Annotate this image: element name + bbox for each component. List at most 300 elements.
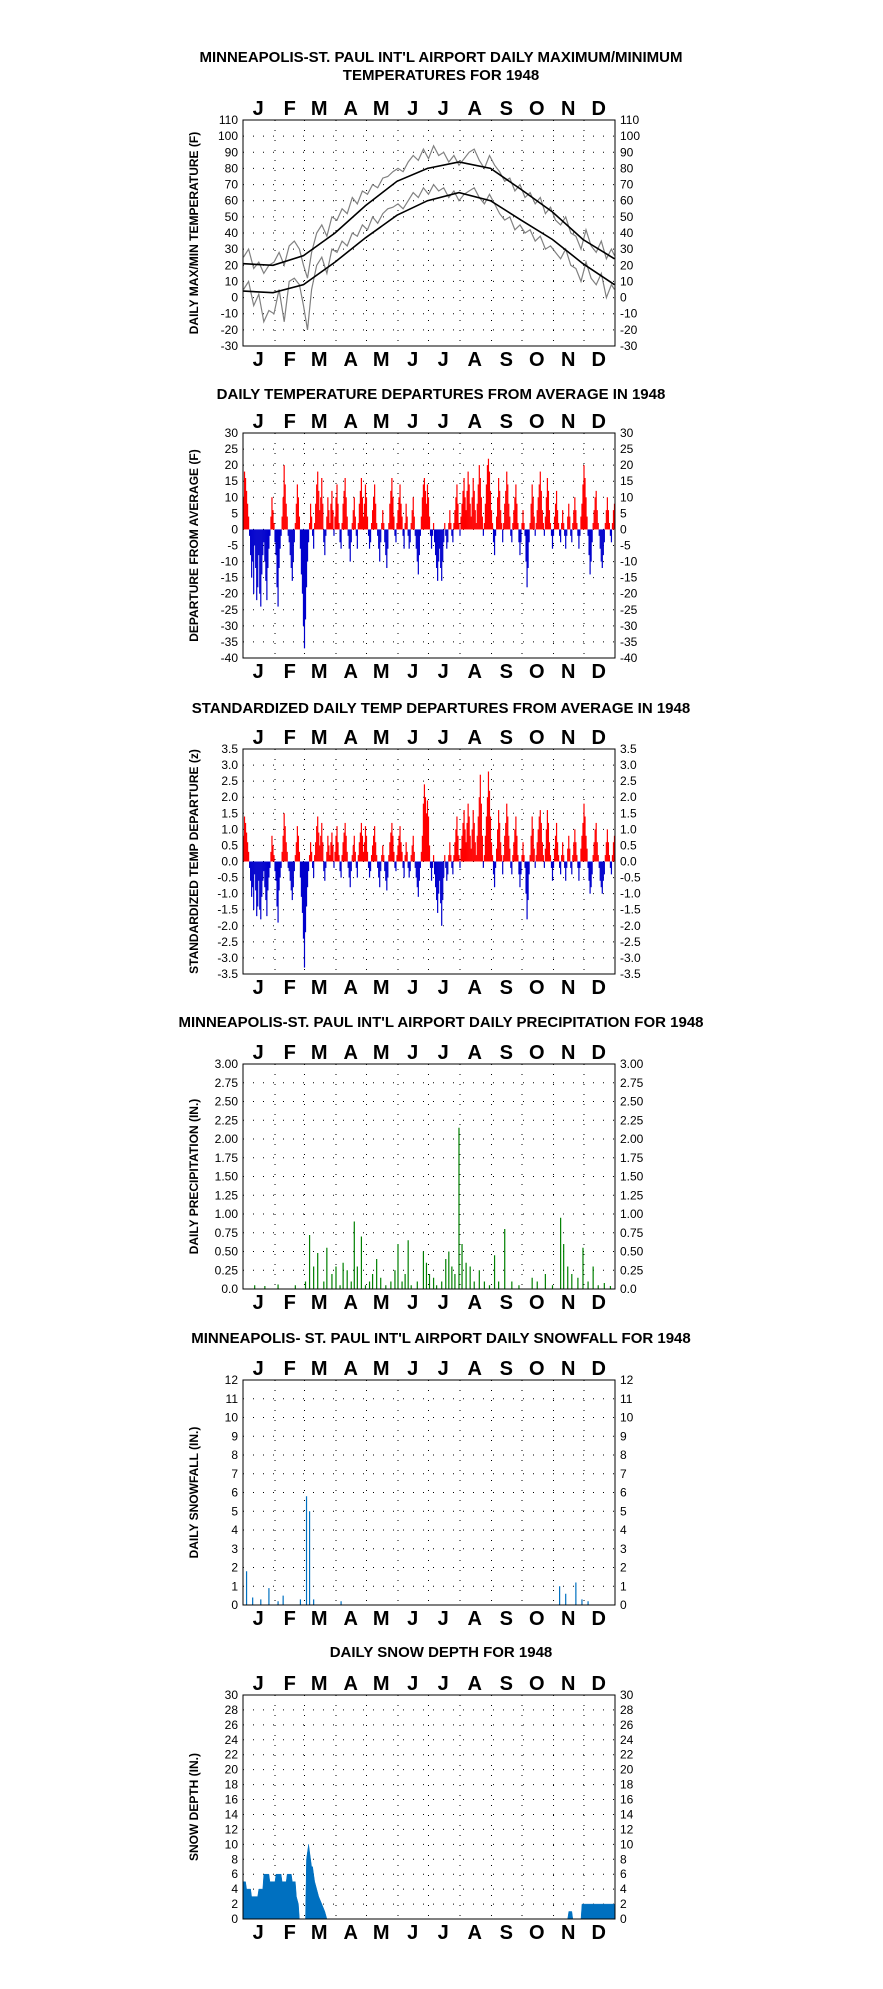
y-tick-left: 4 bbox=[231, 1882, 238, 1897]
y-tick-right: 3 bbox=[620, 1541, 627, 1556]
month-label-bottom: N bbox=[561, 349, 576, 371]
y-tick-left: 0.5 bbox=[221, 838, 238, 853]
y-tick-left: -15 bbox=[220, 570, 238, 585]
y-tick-left: 2 bbox=[231, 1897, 238, 1912]
cold-bar bbox=[443, 529, 444, 542]
cold-bar bbox=[387, 862, 388, 878]
cold-bar bbox=[571, 529, 572, 542]
precip-bar bbox=[326, 1248, 327, 1289]
precip-bar bbox=[277, 1285, 278, 1290]
cold-bar bbox=[452, 862, 453, 875]
precip-bar bbox=[354, 1222, 355, 1290]
month-label-top: O bbox=[528, 411, 545, 433]
y-tick-right: -35 bbox=[620, 634, 638, 649]
y-tick-right: -30 bbox=[620, 339, 638, 353]
y-axis-label: DEPARTURE FROM AVERAGE (F) bbox=[187, 449, 201, 642]
y-tick-left: -5 bbox=[227, 538, 238, 553]
y-tick-right: 5 bbox=[620, 506, 627, 521]
y-tick-right: 25 bbox=[620, 442, 634, 457]
y-tick-left: 110 bbox=[218, 113, 238, 127]
precip-bar bbox=[376, 1259, 377, 1289]
y-tick-right: 40 bbox=[620, 226, 634, 240]
y-tick-right: 50 bbox=[620, 209, 634, 224]
y-tick-right: 24 bbox=[620, 1732, 634, 1747]
y-tick-left: 1.5 bbox=[221, 806, 238, 821]
month-label-top: O bbox=[528, 1042, 545, 1064]
month-label-top: F bbox=[283, 1673, 296, 1695]
y-tick-left: 2.75 bbox=[214, 1075, 238, 1090]
y-tick-right: 30 bbox=[620, 242, 634, 257]
warm-bar bbox=[311, 517, 312, 530]
month-label-bottom: O bbox=[528, 349, 545, 371]
y-tick-right: -30 bbox=[620, 618, 638, 633]
y-axis-label: STANDARDIZED TEMP DEPARTURE (z) bbox=[187, 749, 201, 974]
month-label-bottom: F bbox=[283, 1608, 296, 1630]
precip-bar bbox=[445, 1259, 446, 1289]
cold-bar bbox=[325, 529, 326, 535]
y-tick-left: 0.0 bbox=[221, 854, 238, 869]
warm-bar bbox=[609, 855, 610, 861]
precip-bar bbox=[405, 1274, 406, 1289]
month-label-bottom: M bbox=[372, 1608, 390, 1630]
y-tick-left: 0 bbox=[231, 290, 238, 305]
warm-bar bbox=[287, 517, 288, 530]
y-tick-right: 4 bbox=[620, 1882, 627, 1897]
cold-bar bbox=[308, 862, 309, 872]
warm-bar bbox=[407, 852, 408, 862]
y-tick-right: 10 bbox=[620, 490, 634, 505]
warm-bar bbox=[563, 523, 564, 529]
cold-bar bbox=[447, 529, 448, 542]
y-tick-left: 0 bbox=[231, 522, 238, 537]
cold-bar bbox=[340, 529, 341, 548]
month-label-top: A bbox=[343, 411, 358, 433]
y-tick-right: 30 bbox=[620, 1688, 634, 1702]
month-label-bottom: A bbox=[467, 977, 482, 999]
chart-panel-snowfall bbox=[187, 1330, 691, 1630]
cold-bar bbox=[592, 862, 593, 875]
warm-bar bbox=[586, 849, 587, 862]
cold-bar bbox=[351, 529, 352, 542]
precip-bar bbox=[433, 1278, 434, 1289]
month-label-bottom: M bbox=[372, 977, 390, 999]
month-label-top: N bbox=[561, 98, 576, 120]
y-tick-right: -10 bbox=[620, 554, 638, 569]
y-tick-left: 5 bbox=[231, 506, 238, 521]
month-label-bottom: O bbox=[528, 1608, 545, 1630]
snowfall-bar bbox=[246, 1571, 247, 1605]
y-tick-left: 26 bbox=[224, 1717, 238, 1732]
y-tick-left: 4 bbox=[231, 1523, 238, 1537]
y-tick-left: 12 bbox=[224, 1822, 238, 1837]
warm-bar bbox=[576, 523, 577, 529]
month-label-bottom: M bbox=[372, 661, 390, 683]
y-tick-left: 6 bbox=[231, 1867, 238, 1882]
month-label-top: F bbox=[283, 1358, 296, 1380]
month-label-top: D bbox=[591, 411, 606, 433]
cold-bar bbox=[502, 862, 503, 875]
y-tick-right: 10 bbox=[620, 274, 634, 289]
month-label-bottom: A bbox=[343, 1922, 358, 1944]
snowfall-bar bbox=[260, 1599, 261, 1605]
month-label-top: J bbox=[407, 1358, 419, 1380]
month-label-bottom: S bbox=[499, 1608, 513, 1630]
y-tick-right: -1.5 bbox=[620, 902, 641, 917]
precip-bar bbox=[465, 1263, 466, 1289]
y-tick-right: -5 bbox=[620, 538, 631, 553]
precip-bar bbox=[571, 1274, 572, 1289]
snowfall-bar bbox=[575, 1583, 576, 1606]
month-label-bottom: J bbox=[437, 1922, 449, 1944]
y-tick-right: 0.0 bbox=[620, 854, 637, 869]
warm-bar bbox=[523, 523, 524, 529]
precip-bar bbox=[417, 1282, 418, 1290]
plot-frame bbox=[243, 1380, 615, 1605]
precip-bar bbox=[441, 1282, 442, 1290]
month-label-bottom: J bbox=[407, 977, 419, 999]
cold-bar bbox=[269, 862, 270, 868]
y-tick-right: 0.75 bbox=[620, 1225, 644, 1240]
month-label-bottom: A bbox=[343, 977, 358, 999]
y-tick-left: 30 bbox=[224, 426, 238, 440]
y-tick-right: 0.5 bbox=[620, 838, 637, 853]
month-label-bottom: J bbox=[252, 1608, 264, 1630]
month-label-bottom: O bbox=[528, 977, 545, 999]
month-label-bottom: M bbox=[310, 661, 328, 683]
month-label-top: J bbox=[407, 1673, 419, 1695]
warm-bar bbox=[450, 523, 451, 529]
y-tick-right: 0 bbox=[620, 522, 627, 537]
y-tick-left: 8 bbox=[231, 1852, 238, 1867]
month-label-bottom: M bbox=[310, 1922, 328, 1944]
cold-bar bbox=[294, 862, 295, 872]
warm-bar bbox=[433, 523, 434, 529]
y-tick-left: 1.00 bbox=[214, 1207, 238, 1221]
cold-bar bbox=[502, 529, 503, 542]
month-label-top: J bbox=[252, 411, 264, 433]
warm-bar bbox=[311, 852, 312, 862]
cold-bar bbox=[333, 862, 334, 868]
cold-bar bbox=[611, 862, 612, 875]
y-tick-left: 2.5 bbox=[221, 774, 238, 789]
month-label-top: J bbox=[407, 1042, 419, 1064]
cold-bar bbox=[340, 862, 341, 878]
precip-bar bbox=[380, 1278, 381, 1289]
warm-bar bbox=[393, 852, 394, 862]
y-tick-left: 10 bbox=[224, 274, 238, 289]
month-label-top: A bbox=[343, 1042, 358, 1064]
cold-bar bbox=[544, 862, 545, 868]
precip-bar bbox=[331, 1274, 332, 1289]
y-tick-left: 30 bbox=[224, 242, 238, 257]
warm-bar bbox=[347, 517, 348, 530]
month-label-top: F bbox=[283, 1042, 296, 1064]
month-label-top: A bbox=[467, 1042, 482, 1064]
month-label-top: M bbox=[372, 1042, 390, 1064]
y-tick-right: 0 bbox=[620, 1598, 627, 1612]
y-tick-left: 0 bbox=[231, 1598, 238, 1612]
warm-bar bbox=[501, 523, 502, 529]
month-label-bottom: M bbox=[310, 1608, 328, 1630]
precip-bar bbox=[343, 1263, 344, 1289]
y-tick-right: 28 bbox=[620, 1702, 634, 1717]
month-label-bottom: M bbox=[372, 349, 390, 371]
month-label-bottom: J bbox=[407, 661, 419, 683]
y-tick-right: 15 bbox=[620, 474, 634, 489]
month-label-bottom: A bbox=[467, 1292, 482, 1314]
warm-bar bbox=[517, 855, 518, 861]
y-tick-left: 0.25 bbox=[214, 1263, 238, 1278]
y-tick-right: -3.0 bbox=[620, 950, 641, 965]
month-label-top: M bbox=[310, 98, 328, 120]
y-tick-left: 2.25 bbox=[214, 1113, 238, 1128]
y-tick-left: -1.0 bbox=[217, 886, 238, 901]
precip-bar bbox=[369, 1282, 370, 1290]
month-label-bottom: O bbox=[528, 661, 545, 683]
month-label-top: A bbox=[467, 727, 482, 749]
chart-title: DAILY TEMPERATURE DEPARTURES FROM AVERAGE IN 1948 bbox=[216, 386, 666, 403]
precip-bar bbox=[489, 1285, 490, 1289]
warm-bar bbox=[355, 852, 356, 862]
precip-bar bbox=[498, 1282, 499, 1290]
month-label-top: O bbox=[528, 1358, 545, 1380]
month-label-bottom: F bbox=[283, 977, 296, 999]
y-tick-right: 1.50 bbox=[620, 1169, 644, 1184]
precip-bar bbox=[351, 1282, 352, 1290]
warm-bar bbox=[482, 517, 483, 530]
month-label-bottom: A bbox=[343, 1608, 358, 1630]
month-label-top: M bbox=[372, 1673, 390, 1695]
month-label-top: D bbox=[591, 1673, 606, 1695]
y-tick-right: 10 bbox=[620, 1410, 634, 1425]
y-tick-right: 90 bbox=[620, 145, 634, 160]
precip-bar bbox=[494, 1255, 495, 1289]
warm-bar bbox=[534, 849, 535, 862]
y-tick-right: 0 bbox=[620, 1912, 627, 1926]
y-tick-left: -1.5 bbox=[217, 902, 238, 917]
y-tick-right: 0.50 bbox=[620, 1244, 644, 1259]
warm-bar bbox=[407, 517, 408, 530]
y-tick-left: -2.5 bbox=[217, 934, 238, 949]
cold-bar bbox=[420, 862, 421, 868]
y-tick-right: 3.5 bbox=[620, 742, 637, 756]
y-tick-left: 18 bbox=[224, 1777, 238, 1792]
y-tick-right: 1.25 bbox=[620, 1188, 644, 1203]
y-tick-left: 2.00 bbox=[214, 1132, 238, 1146]
warm-bar bbox=[287, 852, 288, 862]
month-label-bottom: A bbox=[467, 661, 482, 683]
precip-bar bbox=[335, 1267, 336, 1290]
y-tick-right: 20 bbox=[620, 258, 634, 273]
snowfall-bar bbox=[283, 1596, 284, 1605]
warm-bar bbox=[367, 517, 368, 530]
month-label-bottom: J bbox=[437, 661, 449, 683]
y-tick-right: 2 bbox=[620, 1897, 627, 1912]
month-label-bottom: M bbox=[372, 1922, 390, 1944]
precip-bar bbox=[313, 1267, 314, 1290]
y-tick-right: 6 bbox=[620, 1485, 627, 1500]
precip-bar bbox=[563, 1244, 564, 1289]
precip-bar bbox=[423, 1252, 424, 1290]
warm-bar bbox=[429, 517, 430, 530]
warm-bar bbox=[248, 852, 249, 862]
cold-bar bbox=[535, 862, 536, 868]
month-label-top: N bbox=[561, 727, 576, 749]
precip-bar bbox=[448, 1252, 449, 1290]
y-tick-left: 1 bbox=[231, 1579, 238, 1594]
warm-bar bbox=[543, 523, 544, 529]
precip-bar bbox=[532, 1278, 533, 1289]
snowfall-bar bbox=[340, 1601, 341, 1605]
y-tick-left: -40 bbox=[220, 651, 238, 665]
cold-bar bbox=[535, 529, 536, 535]
month-label-bottom: J bbox=[407, 1608, 419, 1630]
month-label-bottom: J bbox=[407, 1292, 419, 1314]
y-tick-right: 22 bbox=[620, 1747, 634, 1762]
warm-bar bbox=[347, 852, 348, 862]
warm-bar bbox=[433, 855, 434, 861]
y-tick-right: -0.5 bbox=[620, 870, 641, 885]
month-label-bottom: N bbox=[561, 977, 576, 999]
warm-bar bbox=[569, 849, 570, 862]
warm-bar bbox=[444, 855, 445, 861]
cold-bar bbox=[387, 529, 388, 548]
y-tick-left: 0.50 bbox=[214, 1244, 238, 1259]
y-tick-right: 9 bbox=[620, 1429, 627, 1444]
cold-bar bbox=[571, 862, 572, 875]
month-label-bottom: A bbox=[467, 1608, 482, 1630]
precip-bar bbox=[394, 1270, 395, 1289]
month-label-top: A bbox=[467, 411, 482, 433]
precip-bar bbox=[474, 1282, 475, 1290]
warm-bar bbox=[299, 517, 300, 530]
y-tick-left: 80 bbox=[224, 161, 238, 176]
cold-bar bbox=[281, 862, 282, 868]
y-tick-right: 2 bbox=[620, 1560, 627, 1575]
month-label-bottom: D bbox=[591, 977, 606, 999]
month-label-top: N bbox=[561, 1042, 576, 1064]
cold-bar bbox=[483, 862, 484, 868]
cold-bar bbox=[566, 529, 567, 535]
y-tick-left: 1.25 bbox=[214, 1188, 238, 1203]
cold-bar bbox=[443, 862, 444, 878]
precip-bar bbox=[347, 1270, 348, 1289]
month-label-bottom: J bbox=[252, 977, 264, 999]
cold-bar bbox=[544, 529, 545, 535]
cold-bar bbox=[511, 862, 512, 875]
warm-bar bbox=[338, 855, 339, 861]
warm-bar bbox=[383, 855, 384, 861]
month-label-top: M bbox=[310, 1673, 328, 1695]
precip-bar bbox=[458, 1128, 459, 1289]
y-tick-right: 70 bbox=[620, 177, 634, 192]
y-tick-left: 22 bbox=[224, 1747, 238, 1762]
month-label-bottom: J bbox=[252, 661, 264, 683]
chart-title: STANDARDIZED DAILY TEMP DEPARTURES FROM AVERAGE IN 1948 bbox=[191, 700, 691, 717]
cold-bar bbox=[403, 529, 404, 548]
cold-bar bbox=[281, 529, 282, 535]
y-tick-left: 7 bbox=[231, 1466, 238, 1481]
month-label-bottom: A bbox=[343, 1292, 358, 1314]
cold-bar bbox=[520, 529, 521, 542]
month-label-top: O bbox=[528, 1673, 545, 1695]
month-label-top: J bbox=[252, 98, 264, 120]
y-tick-left: -30 bbox=[220, 618, 238, 633]
y-tick-left: -25 bbox=[220, 602, 238, 617]
snowfall-bar bbox=[277, 1601, 278, 1605]
month-label-bottom: S bbox=[499, 1292, 513, 1314]
cold-bar bbox=[294, 529, 295, 542]
y-tick-right: 2.75 bbox=[620, 1075, 644, 1090]
precip-bar bbox=[560, 1218, 561, 1289]
y-tick-right: -1.0 bbox=[620, 886, 641, 901]
y-tick-left: -30 bbox=[220, 339, 238, 353]
month-label-top: J bbox=[407, 727, 419, 749]
y-tick-left: -3.5 bbox=[217, 967, 238, 981]
warm-bar bbox=[383, 523, 384, 529]
y-axis-label: DAILY PRECIPITATION (IN.) bbox=[187, 1098, 201, 1255]
warm-bar bbox=[550, 855, 551, 861]
snowfall-bar bbox=[268, 1588, 269, 1605]
y-tick-left: -2.0 bbox=[217, 918, 238, 933]
warm-bar bbox=[509, 849, 510, 862]
cold-bar bbox=[403, 862, 404, 878]
y-tick-right: 2.00 bbox=[620, 1132, 644, 1146]
month-label-top: F bbox=[283, 411, 296, 433]
y-tick-left: -20 bbox=[220, 322, 238, 337]
month-label-top: M bbox=[372, 411, 390, 433]
warm-bar bbox=[509, 517, 510, 530]
precip-bar bbox=[511, 1282, 512, 1290]
month-label-bottom: M bbox=[310, 1292, 328, 1314]
month-label-top: N bbox=[561, 1358, 576, 1380]
y-tick-left: 3 bbox=[231, 1541, 238, 1556]
month-label-top: J bbox=[437, 411, 449, 433]
warm-bar bbox=[429, 845, 430, 861]
cold-bar bbox=[370, 862, 371, 872]
warm-bar bbox=[501, 855, 502, 861]
month-label-top: A bbox=[343, 98, 358, 120]
warm-bar bbox=[299, 852, 300, 862]
chart-panel-standardized bbox=[187, 700, 690, 999]
month-label-top: J bbox=[252, 1042, 264, 1064]
month-label-top: S bbox=[499, 98, 513, 120]
y-tick-left: 20 bbox=[224, 1762, 238, 1777]
y-tick-left: 15 bbox=[224, 474, 238, 489]
precip-bar bbox=[408, 1240, 409, 1289]
plot-frame bbox=[243, 433, 615, 658]
cold-bar bbox=[432, 529, 433, 535]
month-label-top: J bbox=[437, 1042, 449, 1064]
y-tick-left: 16 bbox=[224, 1792, 238, 1807]
month-label-bottom: M bbox=[310, 349, 328, 371]
month-label-top: M bbox=[310, 411, 328, 433]
precip-bar bbox=[451, 1267, 452, 1290]
y-axis-label: SNOW DEPTH (IN.) bbox=[187, 1753, 201, 1861]
y-tick-right: 20 bbox=[620, 458, 634, 473]
precip-bar bbox=[411, 1285, 412, 1289]
month-label-top: S bbox=[499, 727, 513, 749]
precip-bar bbox=[537, 1282, 538, 1290]
precip-bar bbox=[361, 1237, 362, 1290]
warm-bar bbox=[338, 523, 339, 529]
cold-bar bbox=[459, 529, 460, 535]
chart-panel-precip bbox=[178, 1014, 703, 1314]
month-label-top: D bbox=[591, 98, 606, 120]
y-tick-right: 8 bbox=[620, 1852, 627, 1867]
month-label-bottom: J bbox=[437, 349, 449, 371]
cold-bar bbox=[592, 529, 593, 542]
